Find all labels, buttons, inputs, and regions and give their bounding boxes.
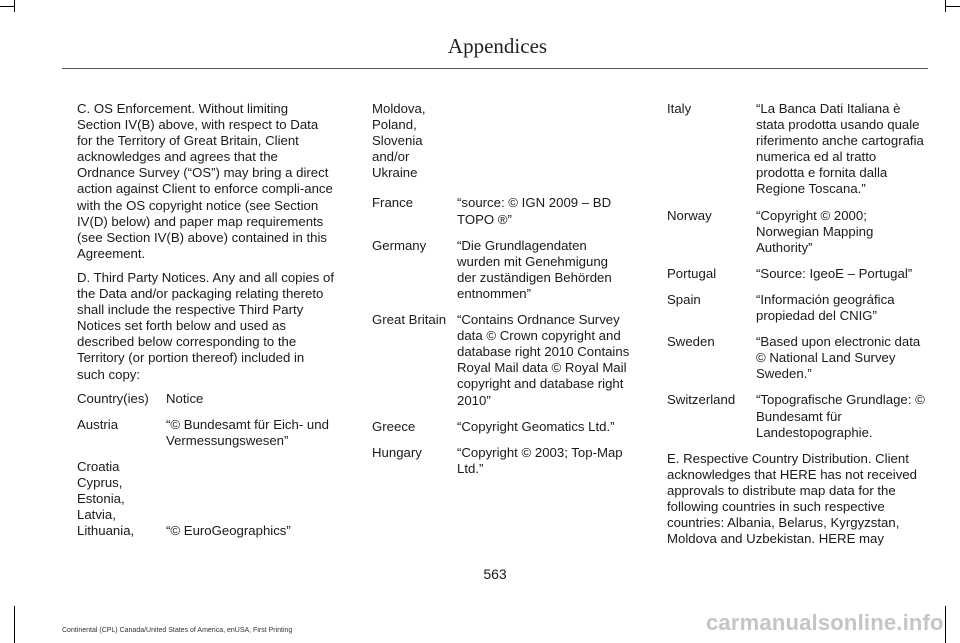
page-title: Appendices <box>447 34 548 58</box>
paragraph-third-party-notices: D. Third Party Notices. Any and all copies of the Data and/or packaging relating thereto shall include the respective Third Party Notices set forth below and used as described below corresponding to the Territory (or portion thereof) included in such copy: <box>77 269 335 382</box>
notice-text: “Copyright Geomatics Ltd.” <box>457 418 615 434</box>
country-name: Italy <box>667 101 692 116</box>
watermark-logo: carmanualsonline.info <box>706 610 944 635</box>
country-name: France <box>372 195 414 211</box>
column-2 <box>372 101 630 487</box>
notice-text: “Copyright © 2000; Norwegian Mapping Authority” <box>756 207 874 255</box>
country-name: Greece <box>372 418 416 434</box>
country-name: Sweden <box>667 334 715 350</box>
notice-text: “Based upon electronic data © National Land Survey Sweden.” <box>756 334 921 382</box>
notice-text: “© Bundesamt für Eich- und Vermessungswesen” <box>166 416 329 448</box>
notice-text: “Source: IgeoE – Portugal” <box>756 265 913 281</box>
country-name: Norway <box>667 207 712 223</box>
column-3 <box>667 101 925 555</box>
notice-row <box>372 312 630 409</box>
country-name: Croatia Cyprus, Estonia, Latvia, Lithuania, <box>77 458 135 539</box>
notice-text: “Contains Ordnance Survey data © Crown copyright and database right 2010 Contains Royal Mail data © Royal Mail copyright and database right 2010” <box>457 312 630 408</box>
notice-row <box>372 445 630 477</box>
notice-text: “Topografische Grundlage: © Bundesamt für Landestopographie. <box>756 392 925 440</box>
crop-mark-top-left-v <box>14 0 15 12</box>
country-name: Great Britain <box>372 312 447 328</box>
notice-row <box>667 208 925 256</box>
notice-text: “Información geográfica propiedad del CNIG” <box>756 291 895 324</box>
notice-text: “Die Grundlagendaten wurden mit Genehmigung der zuständigen Behörden entnommen” <box>457 237 612 301</box>
notice-row <box>667 101 925 198</box>
notice-row <box>372 101 630 181</box>
country-name: Moldova, Poland, Slovenia and/or Ukraine <box>372 101 426 181</box>
notice-text: Notice <box>166 390 204 406</box>
column-1 <box>77 101 335 549</box>
country-name: Switzerland <box>667 392 736 408</box>
notice-row <box>372 419 630 435</box>
paragraph-country-distribution: E. Respective Country Distribution. Client acknowledges that HERE has not received approvals to distribute map data for the following countries in such respective countries: Albania, Belarus, Kyrgyzstan, Moldova and Uzbekistan. HERE may <box>667 450 917 547</box>
notice-text: “source: © IGN 2009 – BD TOPO ®” <box>457 195 612 227</box>
notice-row <box>77 391 335 407</box>
paragraph-os-enforcement: C. OS Enforcement. Without limiting Section IV(B) above, with respect to Data for the Territory of Great Britain, Client acknowledges and agrees that the Ordnance Survey (“OS”) may bring a direct action against Client to enforce compli-ance with the OS copyright notice (see Section IV(D) below) and paper map requirements (see Section IV(B) above) contained in this Agreement. <box>77 101 333 261</box>
notice-row <box>372 195 630 227</box>
crop-mark-bottom-right <box>945 606 946 643</box>
crop-mark-top-left-h <box>0 6 14 7</box>
country-name: Germany <box>372 237 427 253</box>
notice-row <box>667 266 925 282</box>
notice-row <box>77 417 335 449</box>
country-name: Portugal <box>667 265 717 281</box>
crop-mark-top-right-h <box>945 6 960 7</box>
notice-row <box>372 238 630 302</box>
notice-row <box>667 334 925 382</box>
page-number: 563 <box>483 566 507 582</box>
notice-text: “Copyright © 2003; Top-Map Ltd.” <box>457 444 623 476</box>
header-divider <box>62 68 928 69</box>
country-name: Country(ies) <box>77 390 149 406</box>
footer-printing-info: Continental (CPL) Canada/United States of America, enUSA, First Printing <box>62 627 293 634</box>
notice-text: “© EuroGeographics” <box>166 523 291 539</box>
notice-row <box>77 459 335 539</box>
notice-row <box>667 392 925 440</box>
crop-mark-bottom-left <box>14 606 15 643</box>
country-name: Hungary <box>372 444 422 460</box>
notice-text <box>457 101 630 181</box>
notice-text: “La Banca Dati Italiana è stata prodotta usando quale riferimento anche cartografia numerica ed al tratto prodotta e fornita dalla Regione Toscana.” <box>756 101 924 197</box>
notice-row <box>667 292 925 324</box>
country-name: Austria <box>77 416 119 432</box>
country-name: Spain <box>667 291 701 307</box>
